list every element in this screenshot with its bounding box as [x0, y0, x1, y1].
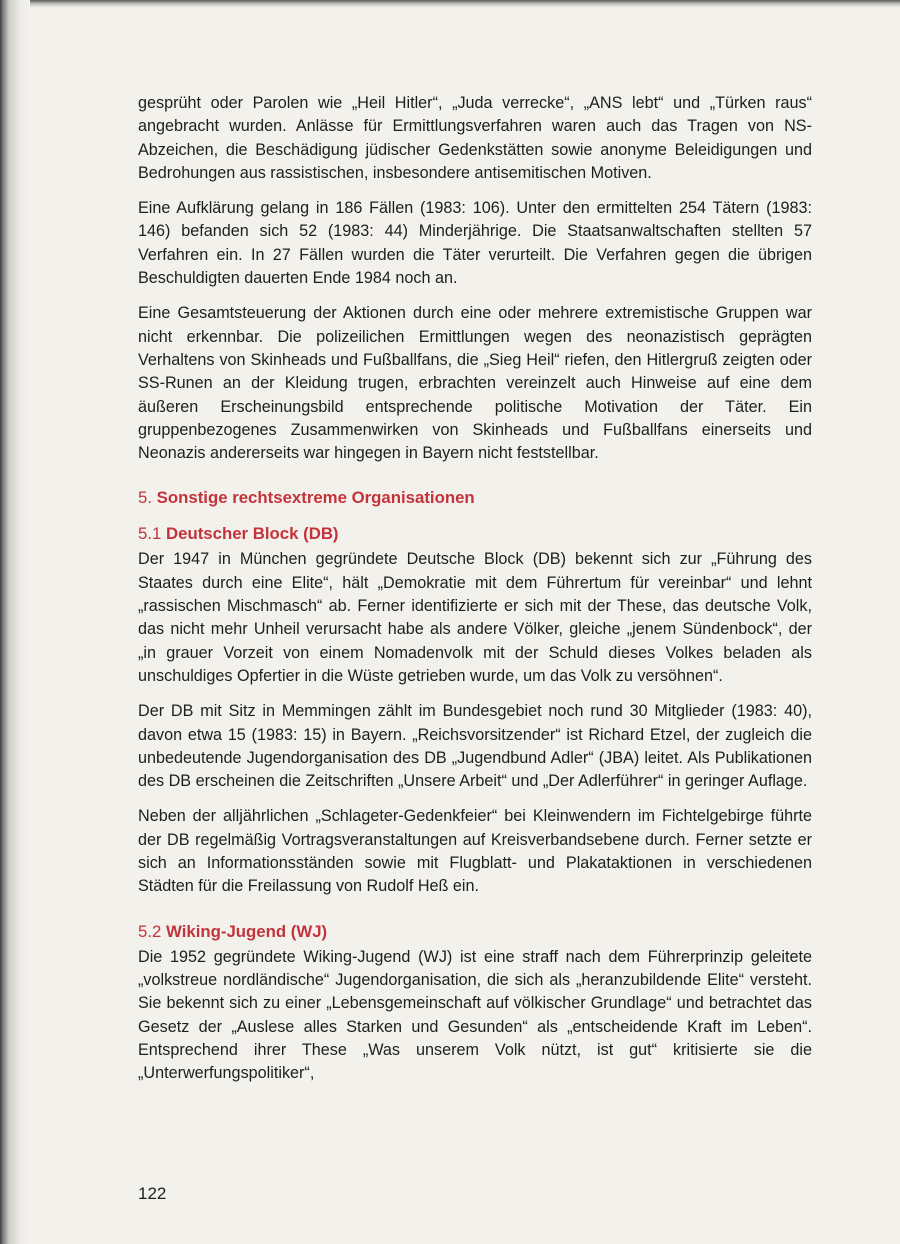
- body-paragraph: Neben der alljährlichen „Schlageter-Gedenkfeier“ bei Kleinwendern im Fichtelgebirge führte der DB regelmäßig Vortragsveranstaltungen auf Kreisverbandsebene durch. Ferner setzte er sich an Informationsständen sowie mit Flugblatt- und Plakataktionen in verschiedenen Städten für die Freilassung von Rudolf Heß ein.: [138, 807, 812, 896]
- body-paragraph: Die 1952 gegründete Wiking-Jugend (WJ) ist eine straff nach dem Führerprinzip geleitete „volkstreue nordländische“ Jugendorganisation, die sich als „heranzubildende Elite“ versteht. Sie bekennt sich zu einer „Lebensgemeinschaft auf völkischer Grundlage“ und betrachtet das Gesetz der „Auslese alles Starken und Gesunden“ als „entscheidende Kraft im Leben“. Entsprechend ihrer These „Was unserem Volk nützt, ist gut“ kritisierte sie die „Unterwerfungspolitiker“,: [138, 947, 812, 1083]
- body-paragraph: Der 1947 in München gegründete Deutsche Block (DB) bekennt sich zur „Führung des Staates durch eine Elite“, hält „Demokratie mit dem Führertum für vereinbar“ und lehnt „rassischen Mischmasch“ ab. Ferner identifizierte er sich mit der These, das deutsche Volk, das nicht mehr Unheil verursacht habe als andere Völker, gleiche „jenem Sündenbock“, der „in grauer Vorzeit von einem Nomadenvolk mit der Schuld dieses Volkes beladen als unschuldiges Opfertier in die Wüste getrieben wurde, um das Volk zu versöhnen“.: [138, 550, 812, 685]
- section-heading-5: [138, 487, 812, 509]
- subsection-heading-5-1: [138, 523, 812, 545]
- body-paragraph: Der DB mit Sitz in Memmingen zählt im Bundesgebiet noch rund 30 Mitglieder (1983: 40), davon etwa 15 (1983: 15) in Bayern. „Reichsvorsitzender“ ist Richard Etzel, der zugleich die unbedeutende Jugendorganisation des DB „Jugendbund Adler“ (JBA) leitet. Als Publikationen des DB erscheinen die Zeitschriften „Unsere Arbeit“ und „Der Adlerführer“ in geringer Auflage.: [138, 702, 812, 791]
- subsection-title: Wiking-Jugend (WJ): [166, 921, 328, 941]
- page-binding-edge: [0, 0, 30, 1244]
- body-paragraph: Eine Aufklärung gelang in 186 Fällen (1983: 106). Unter den ermittelten 254 Tätern (1983: 146) befanden sich 52 (1983: 44) Minderjährige. Die Staatsanwaltschaften stellten 57 Verfahren ein. In 27 Fällen wurden die Täter verurteilt. Die Verfahren gegen die übrigen Beschuldigten dauerten Ende 1984 noch an.: [138, 199, 812, 288]
- section-number: 5.: [138, 488, 152, 508]
- subsection-heading-5-2: [138, 921, 812, 943]
- page-top-edge: [0, 0, 900, 8]
- body-paragraph: gesprüht oder Parolen wie „Heil Hitler“, „Juda verrecke“, „ANS lebt“ und „Türken raus“ angebracht wurden. Anlässe für Ermittlungsverfahren waren auch das Tragen von NS-Abzeichen, die Beschädigung jüdischer Gedenkstätten sowie anonyme Beleidigungen und Bedrohungen aus rassistischen, insbesondere antisemitischen Motiven.: [138, 94, 812, 182]
- body-paragraph: Eine Gesamtsteuerung der Aktionen durch eine oder mehrere extremistische Gruppen war nicht erkennbar. Die polizeilichen Ermittlungen wegen des neonazistisch geprägten Verhaltens von Skinheads und Fußballfans, die „Sieg Heil“ riefen, den Hitlergruß zeigten oder SS-Runen an der Kleidung trugen, erbrachten vereinzelt auch Hinweise auf eine dem äußeren Erscheinungsbild entsprechende politische Motivation der Täter. Ein gruppenbezogenes Zusammenwirken von Skinheads und Fußballfans einerseits und Neonazis andererseits war hingegen in Bayern nicht feststellbar.: [138, 304, 812, 463]
- page-number: 122: [138, 1184, 167, 1203]
- page-body: [138, 92, 812, 1097]
- section-title: Sonstige rechtsextreme Organisationen: [156, 488, 475, 508]
- subsection-title: Deutscher Block (DB): [166, 524, 339, 544]
- subsection-number: 5.1: [138, 524, 162, 544]
- subsection-number: 5.2: [138, 921, 162, 941]
